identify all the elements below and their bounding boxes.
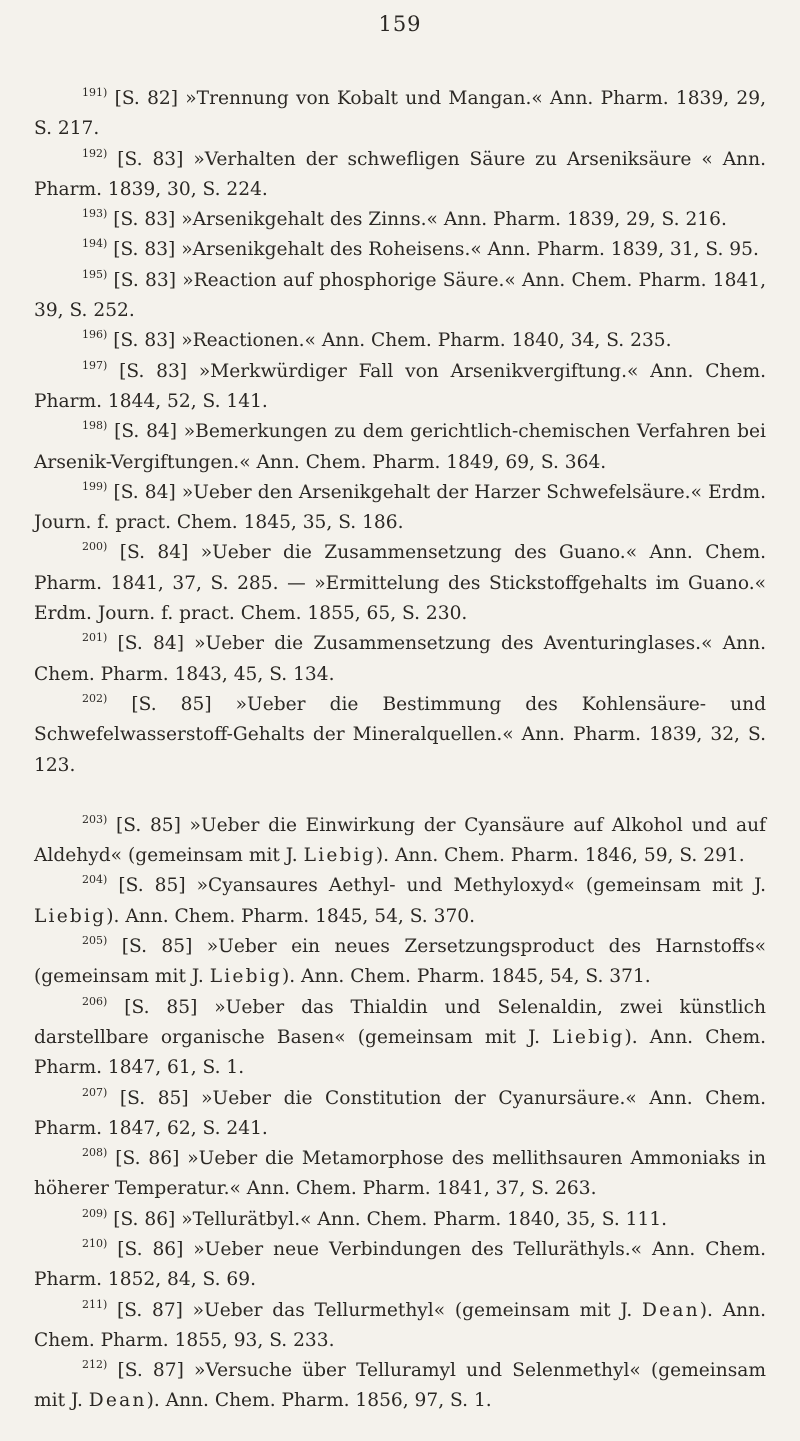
footnote-number: 201) bbox=[82, 631, 108, 645]
footnote-text: [S. 83] »Arsenikgehalt des Zinns.« Ann. Pharm. 1839, 29, S. 216. bbox=[113, 209, 727, 231]
footnote-text: [S. 83] »Verhalten der schwefligen Säure zu Arseniksäure « Ann. Pharm. 1839, 30, S. 224. bbox=[34, 148, 766, 200]
footnote-text: ). Ann. Chem. Pharm. 1856, 97, S. 1. bbox=[146, 1390, 492, 1412]
footnote-text: ). Ann. Chem. Pharm. 1845, 54, S. 370. bbox=[106, 905, 476, 927]
footnote-196 bbox=[34, 326, 766, 356]
footnote-210 bbox=[34, 1235, 766, 1296]
footnote-text: ). Ann. Chem. Pharm. 1845, 54, S. 371. bbox=[281, 966, 651, 988]
footnote-list bbox=[34, 84, 766, 1417]
footnote-number: 197) bbox=[82, 358, 108, 372]
footnote-text: [S. 85] »Ueber ein neues Zersetzungsproduct des Harnstoffs« (gemeinsam mit J. bbox=[34, 936, 766, 988]
page-number: 159 bbox=[378, 12, 422, 36]
footnote-text: [S. 84] »Bemerkungen zu dem gerichtlich-chemischen Verfahren bei Arsenik-Vergiftungen.« Ann. Chem. Pharm. 1849, 69, S. 364. bbox=[34, 421, 766, 473]
footnote-number: 204) bbox=[82, 873, 108, 887]
footnote-text: [S. 85] »Ueber die Constitution der Cyanursäure.« Ann. Chem. Pharm. 1847, 62, S. 241. bbox=[34, 1087, 766, 1139]
footnote-text: [S. 84] »Ueber die Zusammensetzung des Guano.« Ann. Chem. Pharm. 1841, 37, S. 285. — »Ermittelung des Stickstoffgehalts im Guano.« Erdm. Journ. f. pract. Chem. 1855, 65, S. 230. bbox=[34, 542, 766, 625]
footnote-text: ). Ann. Chem. Pharm. 1855, 93, S. 233. bbox=[34, 1299, 766, 1351]
author-name: Liebig bbox=[209, 966, 282, 988]
footnote-number: 212) bbox=[82, 1358, 108, 1372]
footnote-193 bbox=[34, 205, 766, 235]
footnote-number: 208) bbox=[82, 1146, 108, 1160]
footnote-number: 210) bbox=[82, 1236, 108, 1250]
footnote-212 bbox=[34, 1356, 766, 1417]
footnote-203 bbox=[34, 811, 766, 872]
author-name: Liebig bbox=[34, 905, 107, 927]
footnote-text: [S. 87] »Ueber das Tellurmethyl« (gemeinsam mit J. bbox=[117, 1299, 643, 1321]
author-name: Liebig bbox=[552, 1026, 625, 1048]
footnote-text: [S. 85] »Ueber das Thialdin und Selenaldin, zwei künstlich darstellbare organische Basen« (gemeinsam mit J. bbox=[34, 996, 766, 1048]
footnote-192 bbox=[34, 145, 766, 206]
footnote-205 bbox=[34, 932, 766, 993]
footnote-number: 193) bbox=[82, 207, 108, 221]
footnote-191 bbox=[34, 84, 766, 145]
footnote-number: 209) bbox=[82, 1206, 108, 1220]
footnote-209 bbox=[34, 1205, 766, 1235]
footnote-211 bbox=[34, 1296, 766, 1357]
footnote-195 bbox=[34, 266, 766, 327]
footnote-200 bbox=[34, 538, 766, 629]
footnote-text: [S. 83] »Merkwürdiger Fall von Arsenikvergiftung.« Ann. Chem. Pharm. 1844, 52, S. 141. bbox=[34, 360, 766, 412]
footnote-text: [S. 83] »Arsenikgehalt des Roheisens.« Ann. Pharm. 1839, 31, S. 95. bbox=[113, 239, 759, 261]
footnote-number: 194) bbox=[82, 237, 108, 251]
footnote-text: [S. 87] »Versuche über Telluramyl und Selenmethyl« (gemeinsam mit J. bbox=[34, 1360, 766, 1412]
footnote-number: 198) bbox=[82, 419, 108, 433]
footnote-number: 199) bbox=[82, 479, 108, 493]
author-name: Dean bbox=[642, 1299, 700, 1321]
footnote-number: 200) bbox=[82, 540, 108, 554]
footnote-208 bbox=[34, 1144, 766, 1205]
author-name: Liebig bbox=[303, 845, 376, 867]
footnote-text: [S. 85] »Ueber die Bestimmung des Kohlensäure- und Schwefelwasserstoff-Gehalts der Mineralquellen.« Ann. Pharm. 1839, 32, S. 123. bbox=[34, 693, 766, 776]
footnote-text: [S. 84] »Ueber die Zusammensetzung des Aventuringlases.« Ann. Chem. Pharm. 1843, 45, S. 134. bbox=[34, 633, 766, 685]
footnote-text: [S. 85] »Ueber die Einwirkung der Cyansäure auf Alkohol und auf Aldehyd« (gemeinsam mit J. bbox=[34, 814, 766, 867]
footnote-number: 195) bbox=[82, 267, 108, 281]
footnote-206 bbox=[34, 993, 766, 1084]
footnote-number: 202) bbox=[82, 691, 108, 705]
footnote-text: [S. 86] »Tellurätbyl.« Ann. Chem. Pharm. 1840, 35, S. 111. bbox=[113, 1208, 668, 1230]
footnote-207 bbox=[34, 1084, 766, 1145]
footnote-text: [S. 86] »Ueber neue Verbindungen des Telluräthyls.« Ann. Chem. Pharm. 1852, 84, S. 69. bbox=[34, 1238, 766, 1291]
footnote-number: 211) bbox=[82, 1297, 108, 1311]
author-name: Dean bbox=[88, 1390, 147, 1412]
footnote-194 bbox=[34, 235, 766, 265]
footnote-199 bbox=[34, 478, 766, 539]
footnote-202 bbox=[34, 690, 766, 781]
footnote-number: 192) bbox=[82, 146, 108, 160]
footnote-number: 203) bbox=[82, 812, 108, 826]
footnote-text: ). Ann. Chem. Pharm. 1846, 59, S. 291. bbox=[375, 845, 745, 867]
footnote-text: [S. 84] »Ueber den Arsenikgehalt der Harzer Schwefelsäure.« Erdm. Journ. f. pract. Chem. 1845, 35, S. 186. bbox=[34, 481, 766, 534]
footnote-198 bbox=[34, 417, 766, 478]
footnote-number: 206) bbox=[82, 994, 108, 1008]
footnote-text: [S. 85] »Cyansaures Aethyl- und Methyloxyd« (gemeinsam mit J. bbox=[118, 875, 766, 897]
footnote-text: ). Ann. Chem. Pharm. 1847, 61, S. 1. bbox=[34, 1026, 766, 1079]
footnote-text: [S. 83] »Reaction auf phosphorige Säure.« Ann. Chem. Pharm. 1841, 39, S. 252. bbox=[34, 269, 766, 322]
footnote-197 bbox=[34, 357, 766, 418]
footnote-number: 205) bbox=[82, 934, 108, 948]
footnote-text: [S. 82] »Trennung von Kobalt und Mangan.« Ann. Pharm. 1839, 29, S. 217. bbox=[34, 88, 766, 140]
footnote-text: [S. 83] »Reactionen.« Ann. Chem. Pharm. 1840, 34, S. 235. bbox=[113, 330, 672, 352]
footnote-number: 191) bbox=[82, 86, 108, 99]
footnote-204 bbox=[34, 871, 766, 932]
footnote-201 bbox=[34, 629, 766, 690]
footnote-text: [S. 86] »Ueber die Metamorphose des mellithsauren Ammoniaks in höherer Temperatur.« Ann. Chem. Pharm. 1841, 37, S. 263. bbox=[34, 1148, 767, 1200]
footnote-number: 207) bbox=[82, 1085, 108, 1099]
footnote-number: 196) bbox=[82, 328, 108, 342]
